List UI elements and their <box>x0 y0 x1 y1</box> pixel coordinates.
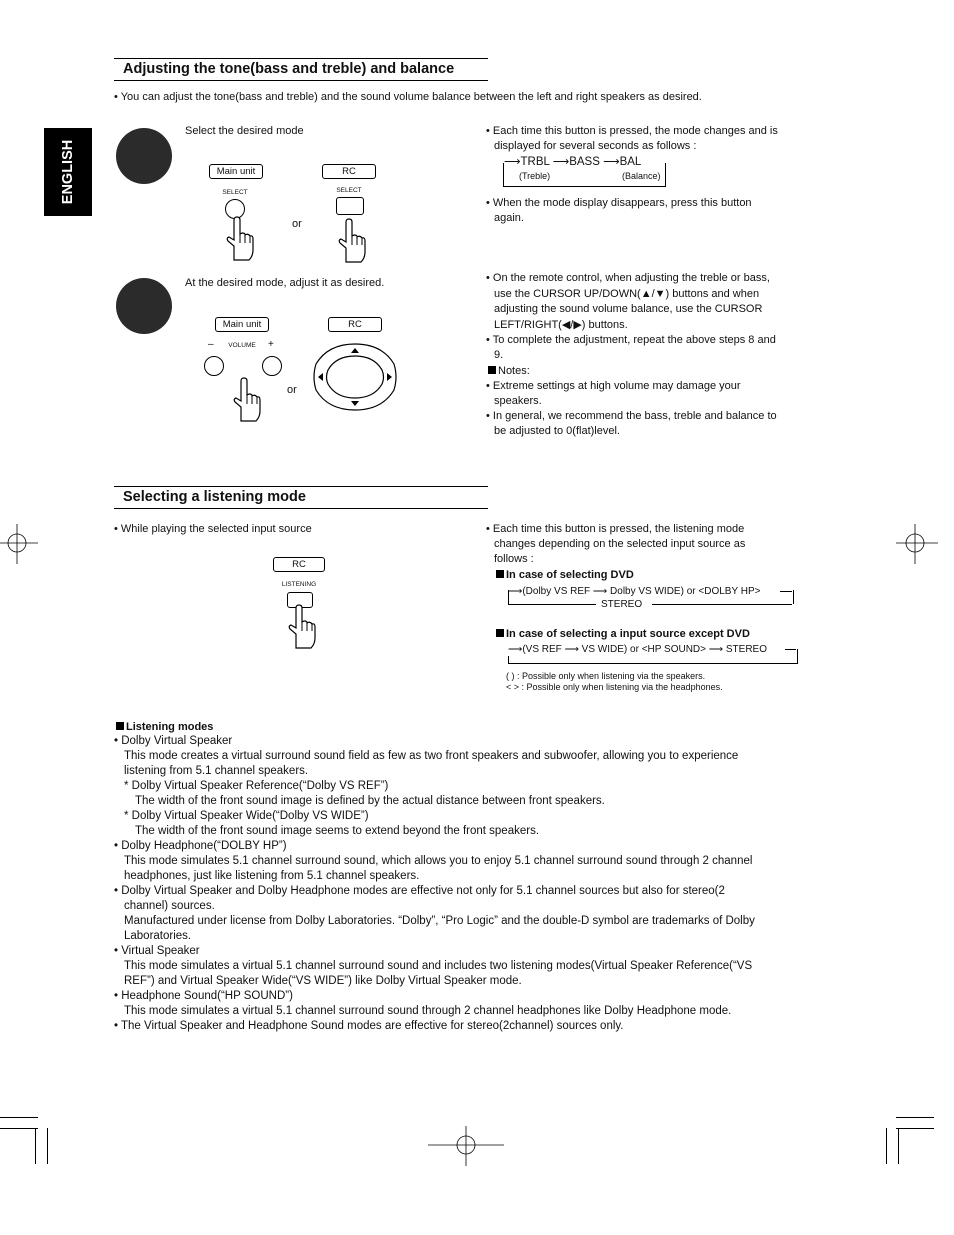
listening-mode-line: • Virtual Speaker <box>114 945 200 957</box>
registration-mark-icon <box>896 520 940 566</box>
volume-down-button[interactable] <box>204 356 224 376</box>
dvd-sequence-bottom-left <box>508 604 596 605</box>
step-1-note-line-1: • Each time this button is pressed, the mode changes and is <box>486 125 778 137</box>
volume-label: VOLUME <box>228 342 256 349</box>
arrow-icon: ⟶ <box>603 156 620 168</box>
step-2-note-4: LEFT/RIGHT(◀/▶) buttons. <box>494 319 628 331</box>
cursor-pad <box>312 342 398 412</box>
crop-mark <box>886 1128 887 1164</box>
main-unit-label: Main unit <box>209 164 263 179</box>
listening-mode-line: Manufactured under license from Dolby Laboratories. “Dolby”, “Pro Logic” and the double-D symbol are trademarks of Dolby <box>124 915 755 927</box>
mode-balance-sub: (Balance) <box>622 171 661 181</box>
step-1-note2-line-2: again. <box>494 212 524 224</box>
registration-mark-icon <box>0 520 40 566</box>
mode-trbl: TRBL <box>520 156 550 168</box>
square-bullet-icon <box>488 366 496 374</box>
listening-intro: • While playing the selected input source <box>114 523 312 535</box>
rc-select-button[interactable] <box>336 197 364 215</box>
other-heading: In case of selecting a input source except DVD <box>496 627 750 642</box>
listening-mode-line: • The Virtual Speaker and Headphone Sound modes are effective for stereo(2channel) sources only. <box>114 1020 624 1032</box>
square-bullet-icon <box>496 629 504 637</box>
footnote-speakers: ( ) : Possible only when listening via the speakers. <box>506 671 706 681</box>
other-sequence-hook <box>785 649 796 650</box>
warning-3: • In general, we recommend the bass, treble and balance to <box>486 410 777 422</box>
crop-mark <box>896 1117 934 1118</box>
language-tab <box>44 128 92 216</box>
finger-press-icon <box>229 377 263 423</box>
rc-label: RC <box>328 317 382 332</box>
listening-mode-line: • Dolby Virtual Speaker and Dolby Headphone modes are effective not only for 5.1 channel sources but also for stereo(2 <box>114 885 725 897</box>
listening-mode-line: * Dolby Virtual Speaker Reference(“Dolby VS REF”) <box>124 780 389 792</box>
step-1-note-line-2: displayed for several seconds as follows : <box>494 140 697 152</box>
volume-up-button[interactable] <box>262 356 282 376</box>
or-text-1: or <box>292 218 302 230</box>
listening-mode-line: • Dolby Headphone(“DOLBY HP”) <box>114 840 287 852</box>
mode-bal: BAL <box>619 156 642 168</box>
crop-mark <box>0 1117 38 1118</box>
crop-mark <box>0 1128 38 1129</box>
step-1-note2-line-1: • When the mode display disappears, press this button <box>486 197 752 209</box>
finger-press-icon <box>222 216 256 262</box>
step-1-marker <box>116 128 172 184</box>
step-2-marker <box>116 278 172 334</box>
step-2-note-2: use the CURSOR UP/DOWN(▲/▼) buttons and when <box>494 288 760 300</box>
rc-label: RC <box>273 557 325 572</box>
mode-treble-sub: (Treble) <box>519 171 551 181</box>
listening-mode-line: This mode simulates a virtual 5.1 channel surround sound and includes two listening modes(Virtual Speaker Reference(“VS <box>124 960 753 972</box>
dvd-sequence-line-1: ⟶(Dolby VS REF ⟶ Dolby VS WIDE) or <DOLBY HP> <box>508 586 761 597</box>
select-label-main: SELECT <box>222 189 248 196</box>
square-bullet-icon <box>116 722 124 730</box>
other-sequence-line: ⟶(VS REF ⟶ VS WIDE) or <HP SOUND> ⟶ STEREO <box>508 644 767 655</box>
footnote-headphones: < > : Possible only when listening via the headphones. <box>506 682 723 692</box>
listening-mode-line: headphones, just like listening from 5.1 channel speakers. <box>124 870 420 882</box>
volume-plus: + <box>268 339 274 350</box>
dvd-sequence-line-2: STEREO <box>601 599 643 610</box>
registration-mark-icon <box>428 1124 506 1168</box>
listening-note-2: changes depending on the selected input source as <box>494 538 746 550</box>
dvd-heading: In case of selecting DVD <box>496 568 634 583</box>
listening-modes-list <box>114 734 834 1034</box>
step-2-note-1: • On the remote control, when adjusting the treble or bass, <box>486 272 770 284</box>
listening-mode-line: This mode simulates a virtual 5.1 channel surround sound through 2 channel headphones like Dolby Headphone mode. <box>124 1005 732 1017</box>
step-2-note-5: • To complete the adjustment, repeat the above steps 8 and <box>486 334 776 346</box>
main-unit-label: Main unit <box>215 317 269 332</box>
step-2-note-3: adjusting the sound volume balance, use the CURSOR <box>494 303 763 315</box>
listening-mode-line: listening from 5.1 channel speakers. <box>124 765 309 777</box>
crop-mark <box>35 1128 36 1164</box>
step-2-note-6: 9. <box>494 349 504 361</box>
tone-section-title: Adjusting the tone(bass and treble) and balance <box>114 58 488 81</box>
step-2-caption: At the desired mode, adjust it as desired. <box>185 277 385 289</box>
volume-minus: – <box>208 339 214 350</box>
listening-mode-line: This mode simulates 5.1 channel surround sound, which allows you to enjoy 5.1 channel surround sound through 2 channel <box>124 855 753 867</box>
or-text-2: or <box>287 384 297 396</box>
select-label-rc: SELECT <box>336 187 362 194</box>
crop-mark <box>898 1128 899 1164</box>
listening-label: LISTENING <box>281 581 317 588</box>
finger-press-icon <box>284 604 318 650</box>
warning-1: • Extreme settings at high volume may damage your <box>486 380 741 392</box>
notes-heading: Notes: <box>488 364 530 379</box>
arrow-icon: ⟶ <box>552 156 570 168</box>
listening-section-title: Selecting a listening mode <box>114 486 488 509</box>
listening-mode-line: channel) sources. <box>124 900 215 912</box>
listening-mode-line: This mode creates a virtual surround sound field as few as two front speakers and subwoofer, allowing you to experience <box>124 750 739 762</box>
warning-2: speakers. <box>494 395 542 407</box>
listening-note-3: follows : <box>494 553 534 565</box>
listening-mode-line: The width of the front sound image is defined by the actual distance between front speakers. <box>135 795 605 807</box>
crop-mark <box>47 1128 48 1164</box>
listening-mode-line: • Headphone Sound(“HP SOUND”) <box>114 990 293 1002</box>
listening-note-1: • Each time this button is pressed, the listening mode <box>486 523 745 535</box>
mode-sequence <box>504 155 641 170</box>
warning-4: be adjusted to 0(flat)level. <box>494 425 620 437</box>
rc-label: RC <box>322 164 376 179</box>
language-tab-label: ENGLISH <box>60 139 76 205</box>
step-1-caption: Select the desired mode <box>185 125 304 137</box>
mode-bass: BASS <box>569 156 600 168</box>
dvd-sequence-bottom-right <box>652 604 792 605</box>
finger-press-icon <box>334 218 368 264</box>
dvd-sequence-hook <box>780 591 792 592</box>
arrow-icon: ⟶ <box>504 156 521 168</box>
tone-intro: • You can adjust the tone(bass and treble) and the sound volume balance between the left and right speakers as desired. <box>114 91 702 103</box>
listening-modes-heading: Listening modes <box>116 720 213 735</box>
listening-mode-line: REF”) and Virtual Speaker Wide(“VS WIDE”) like Dolby Virtual Speaker mode. <box>124 975 522 987</box>
listening-mode-line: * Dolby Virtual Speaker Wide(“Dolby VS WIDE”) <box>124 810 369 822</box>
crop-mark <box>896 1128 934 1129</box>
square-bullet-icon <box>496 570 504 578</box>
listening-mode-line: Laboratories. <box>124 930 192 942</box>
listening-mode-line: The width of the front sound image seems to extend beyond the front speakers. <box>135 825 540 837</box>
listening-mode-line: • Dolby Virtual Speaker <box>114 735 233 747</box>
